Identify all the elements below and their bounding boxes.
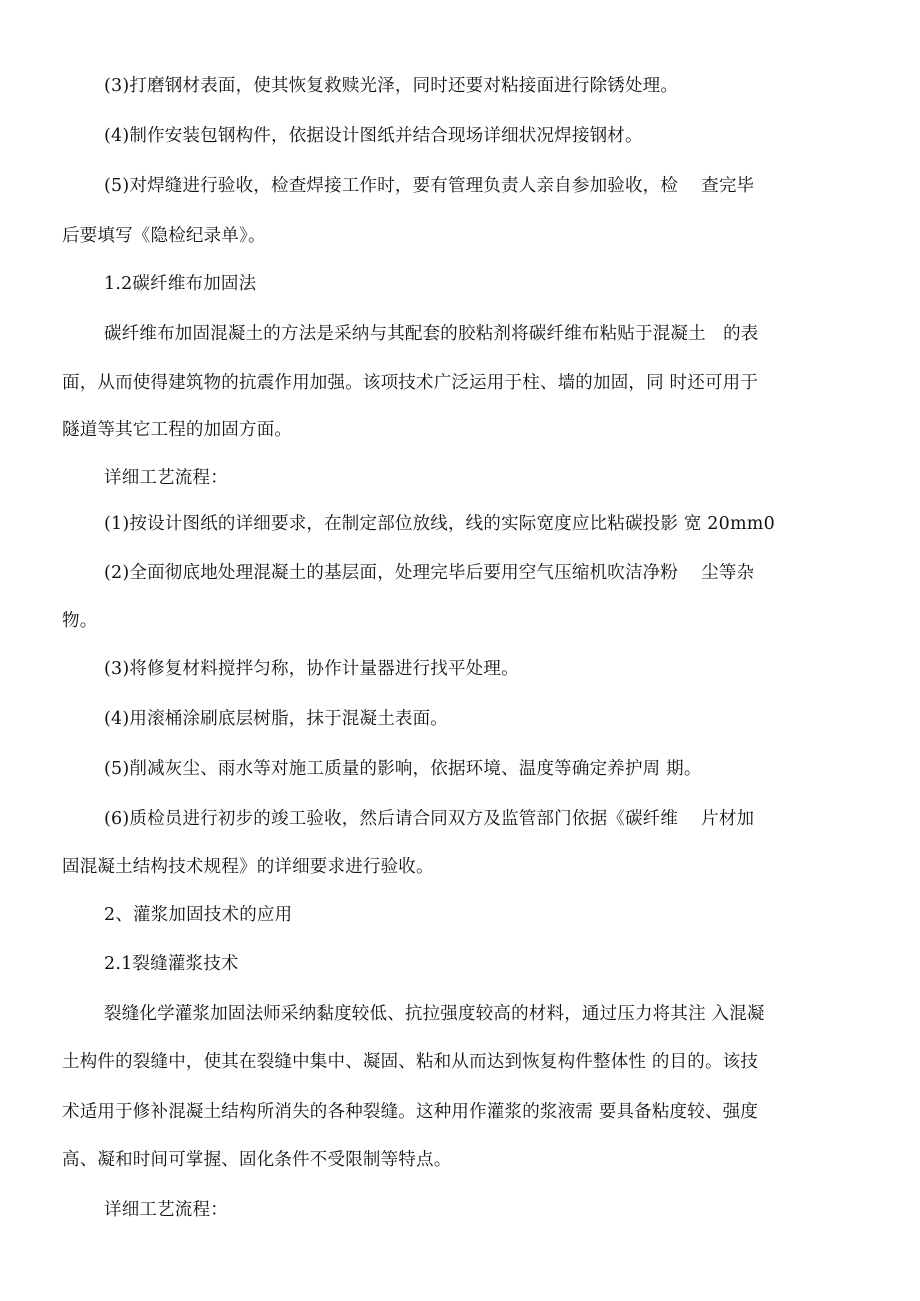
paragraph-line: 面，从而使得建筑物的抗震作用加强。该项技术广泛运用于柱、墙的加固，同 时还可用于	[62, 373, 759, 393]
paragraph-line: (4)用滚桶涂刷底层树脂，抹于混凝土表面。	[104, 709, 448, 729]
subheading: 详细工艺流程：	[104, 1200, 228, 1220]
paragraph-line: (2)全面彻底地处理混凝土的基层面，处理完毕后要用空气压缩机吹洁净粉 尘等杂	[104, 563, 755, 583]
paragraph-line: (3)将修复材料搅拌匀称，协作计量器进行找平处理。	[104, 659, 519, 679]
paragraph-line: 物。	[62, 611, 98, 631]
paragraph-line: (6)质检员进行初步的竣工验收，然后请合同双方及监管部门依据《碳纤维 片材加	[104, 809, 755, 829]
paragraph-line: 裂缝化学灌浆加固法师采纳黏度较低、抗拉强度较高的材料，通过压力将其注 入混凝	[104, 1004, 765, 1024]
paragraph-line: 土构件的裂缝中，使其在裂缝中集中、凝固、粘和从而达到恢复构件整体性 的目的。该技	[62, 1052, 759, 1072]
subheading: 详细工艺流程：	[104, 468, 228, 488]
section-heading: 1.2碳纤维布加固法	[104, 274, 257, 294]
paragraph-line: 碳纤维布加固混凝土的方法是采纳与其配套的胶粘剂将碳纤维布粘贴于混凝土 的表	[104, 324, 759, 344]
paragraph-line: 固混凝土结构技术规程》的详细要求进行验收。	[62, 857, 434, 877]
section-heading: 2.1裂缝灌浆技术	[104, 954, 239, 974]
paragraph-line: 后要填写《隐检纪录单》。	[62, 226, 266, 246]
paragraph-line: (3)打磨钢材表面，使其恢复救赎光泽，同时还要对粘接面进行除锈处理。	[104, 76, 679, 96]
section-heading: 2、灌浆加固技术的应用	[104, 905, 293, 925]
paragraph-line: 高、凝和时间可掌握、固化条件不受限制等特点。	[62, 1150, 452, 1170]
paragraph-line: (5)对焊缝进行验收，检查焊接工作时，要有管理负责人亲自参加验收，检 查完毕	[104, 176, 755, 196]
paragraph-line: 隧道等其它工程的加固方面。	[62, 420, 293, 440]
paragraph-line: (4)制作安装包钢构件，依据设计图纸并结合现场详细状况焊接钢材。	[104, 126, 643, 146]
paragraph-line: (5)削减灰尘、雨水等对施工质量的影响，依据环境、温度等确定养护周 期。	[104, 759, 702, 779]
paragraph-line: (1)按设计图纸的详细要求，在制定部位放线，线的实际宽度应比粘碳投影 宽 20mm0	[104, 514, 775, 534]
paragraph-line: 术适用于修补混凝土结构所消失的各种裂缝。这种用作灌浆的浆液需 要具备粘度较、强度	[62, 1102, 759, 1122]
